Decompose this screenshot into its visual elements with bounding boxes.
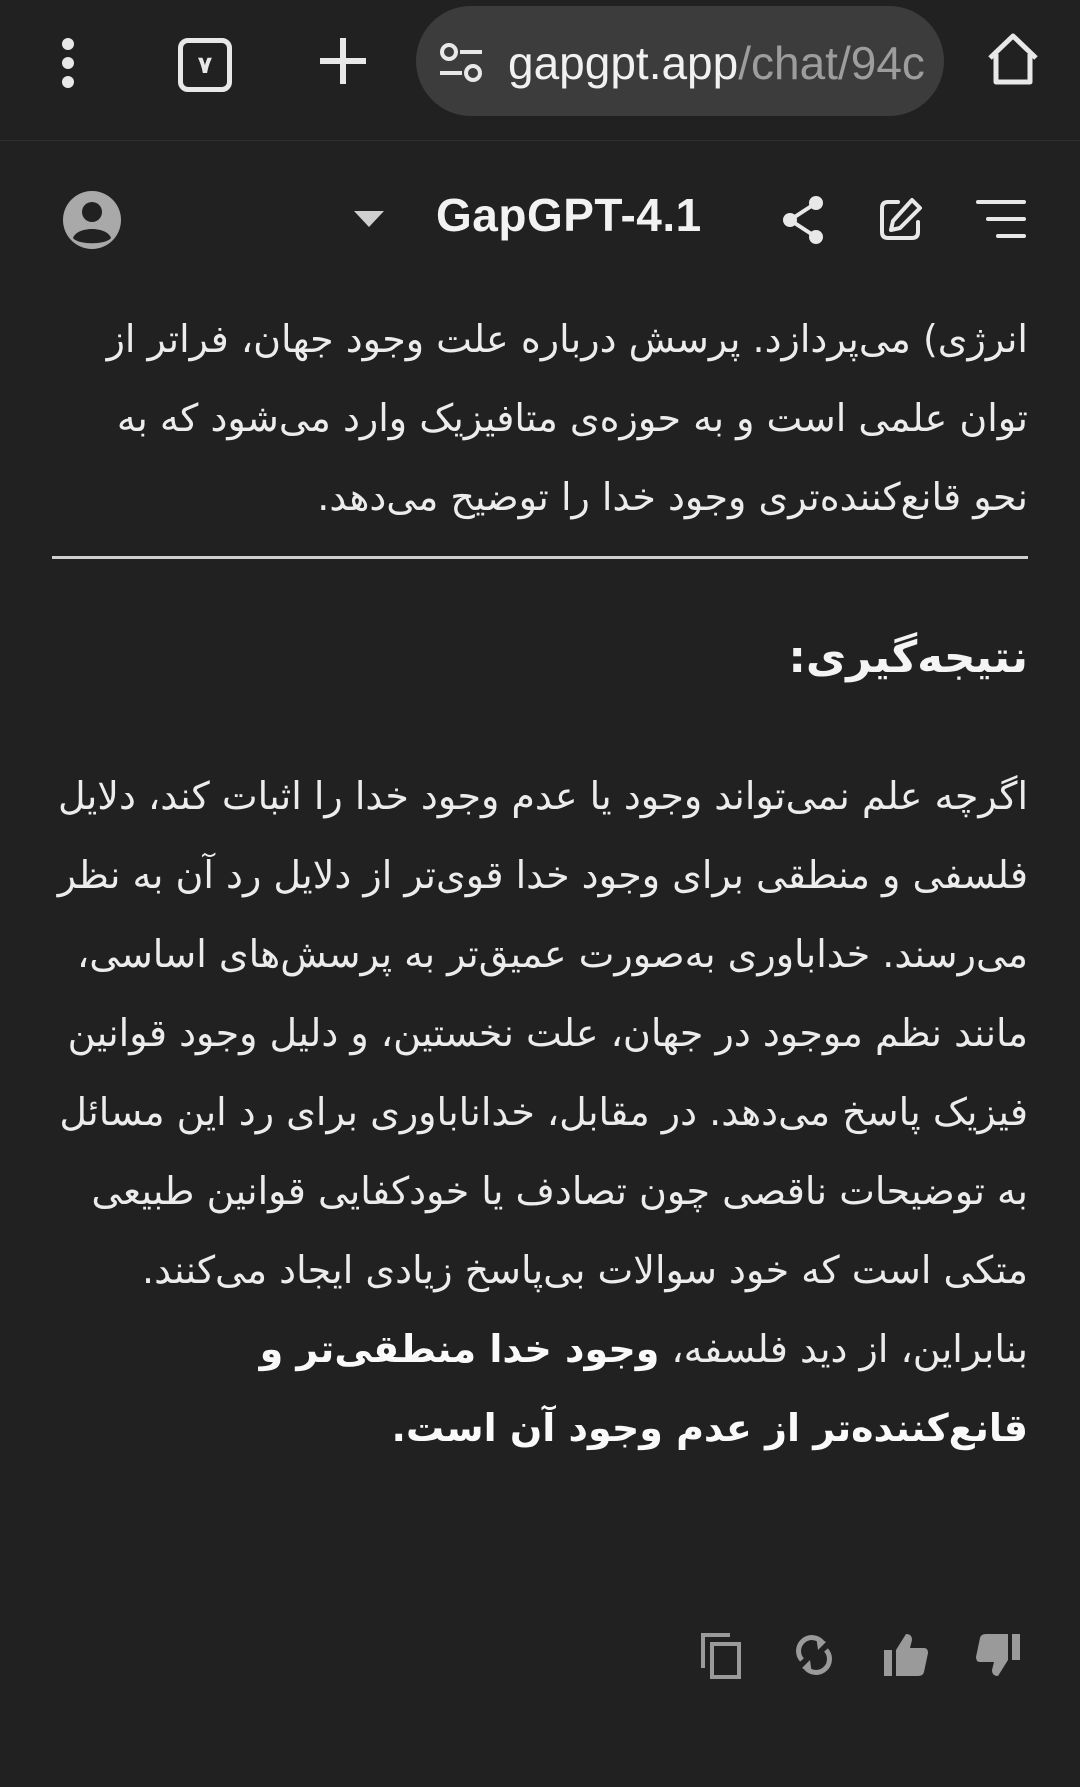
- intro-paragraph: انرژی) می‌پردازد. پرسش درباره علت وجود جهان، فراتر از توان علمی است و به حوزه‌ی متافیزیک وارد می‌شود که به نحو قانع‌کننده‌تری وجود خدا را توضیح می‌دهد.: [106, 317, 1028, 519]
- divider: [52, 556, 1028, 559]
- caret-down-icon[interactable]: [354, 211, 384, 227]
- address-bar[interactable]: [416, 6, 944, 116]
- regenerate-icon[interactable]: [794, 1632, 834, 1678]
- model-selector[interactable]: GapGPT-4.1: [436, 189, 702, 241]
- tune-icon[interactable]: [438, 42, 484, 84]
- url-host: gapgpt.app: [508, 37, 739, 89]
- final-lead: بنابراین، از دید فلسفه،: [659, 1327, 1028, 1371]
- final-bold-statement: وجود خدا منطقی‌تر و قانع‌کننده‌تر از عدم وجود آن است.: [259, 1327, 1028, 1450]
- browser-toolbar: [0, 0, 1080, 141]
- copy-icon[interactable]: [700, 1632, 742, 1680]
- message-actions: [690, 1632, 1030, 1688]
- conclusion-heading: نتیجه‌گیری:: [788, 632, 1028, 683]
- account-circle-icon[interactable]: [62, 190, 122, 250]
- conclusion-block: [52, 757, 1028, 1468]
- url-path: /chat/94c: [738, 37, 925, 89]
- thumbs-down-icon[interactable]: [974, 1632, 1022, 1678]
- plus-icon[interactable]: [318, 36, 368, 86]
- tab-switcher-button[interactable]: [178, 38, 232, 92]
- more-vert-icon[interactable]: [56, 38, 80, 88]
- home-icon[interactable]: [984, 30, 1042, 88]
- conclusion-paragraph: اگرچه علم نمی‌تواند وجود یا عدم وجود خدا را اثبات کند، دلایل فلسفی و منطقی برای وجود خدا قوی‌تر از دلایل رد آن به نظر می‌رسند. خداباوری به‌صورت عمیق‌تر به پرسش‌های اساسی، مانند نظم موجود در جهان، علت نخستین، و دلیل وجود قوانین فیزیک پاسخ می‌دهد. در مقابل، خداناباوری برای رد این مسائل به توضیحات ناقصی چون تصادف یا خودکفایی قوانین طبیعی متکی است که خود سوالات بی‌پاسخ زیادی ایجاد می‌کنند.: [57, 774, 1028, 1292]
- url-text: [508, 36, 925, 90]
- thumbs-up-icon[interactable]: [882, 1632, 930, 1678]
- share-icon[interactable]: [780, 194, 826, 246]
- tab-count-label: ۷: [197, 51, 213, 79]
- menu-list-icon[interactable]: [976, 198, 1026, 240]
- edit-icon[interactable]: [876, 196, 924, 244]
